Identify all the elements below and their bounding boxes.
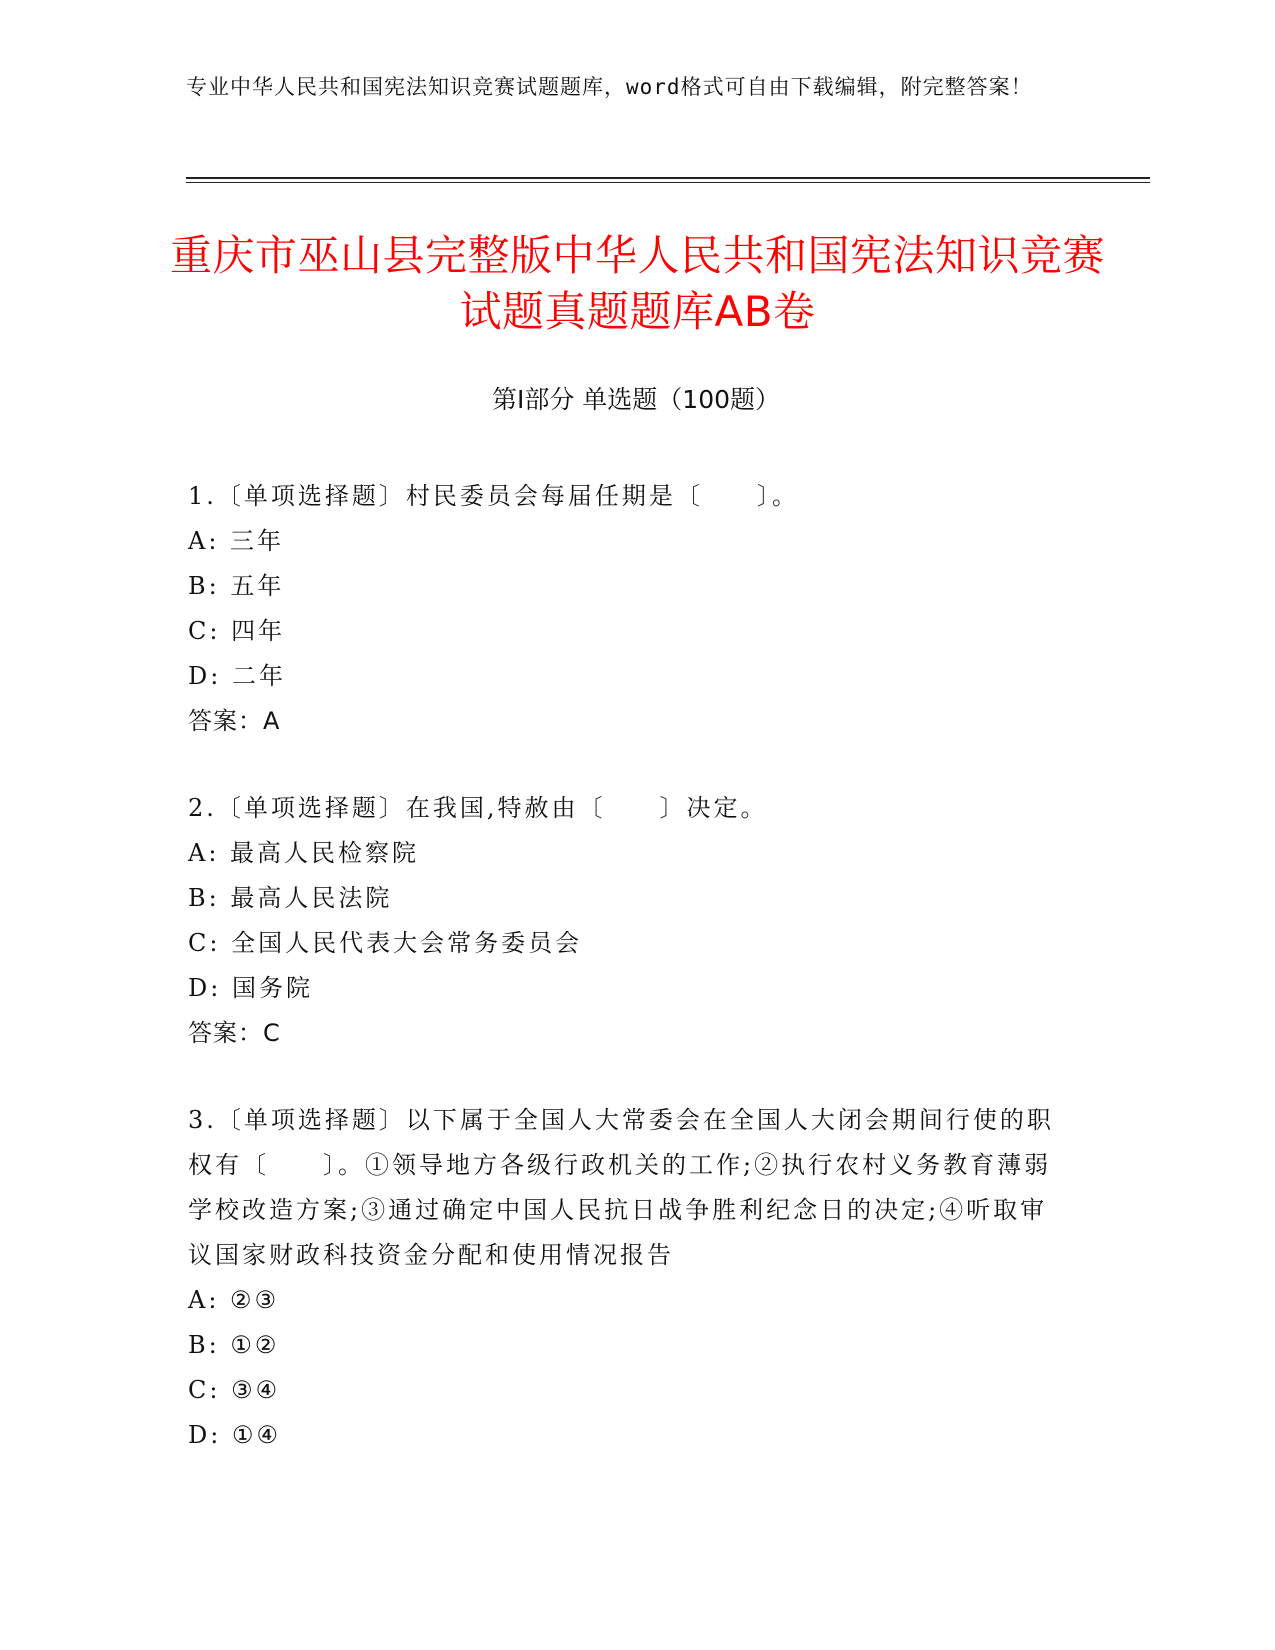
option-a: A: 三年: [188, 527, 285, 555]
question-stem: 3.〔单项选择题〕以下属于全国人大常委会在全国人大闭会期间行使的职权有〔 〕。①领导地方各级行政机关的工作;②执行农村义务教育薄弱学校改造方案;③通过确定中国人民抗日战争胜利纪念日的决定;④听取审议国家财政科技资金分配和使用情况报告: [188, 1106, 1054, 1269]
option-d: D: ①④: [188, 1421, 281, 1449]
question-3: [188, 1098, 1073, 1458]
option-d: D: 国务院: [188, 974, 313, 1002]
option-c: C: ③④: [188, 1376, 281, 1404]
question-1: [188, 474, 1073, 744]
header-note: 专业中华人民共和国宪法知识竞赛试题题库，word格式可自由下载编辑，附完整答案！: [186, 75, 1033, 99]
question-stem: 2.〔单项选择题〕在我国,特赦由〔 〕决定。: [188, 794, 768, 822]
option-b: B: 五年: [188, 572, 285, 600]
section-title: 第Ⅰ部分 单选题（100题）: [491, 385, 781, 414]
option-a: A: ②③: [188, 1286, 280, 1314]
option-b: B: 最高人民法院: [188, 884, 393, 912]
question-stem: 1.〔单项选择题〕村民委员会每届任期是〔 〕。: [188, 482, 799, 510]
document-title: 重庆市巫山县完整版中华人民共和国宪法知识竞赛试题真题题库AB卷: [169, 231, 1105, 336]
question-list: [188, 474, 1073, 1500]
option-c: C: 全国人民代表大会常务委员会: [188, 929, 583, 957]
question-2: [188, 786, 1073, 1056]
option-a: A: 最高人民检察院: [188, 839, 420, 867]
option-b: B: ①②: [188, 1331, 280, 1359]
header-divider-thick: [186, 177, 1150, 179]
answer-line: 答案：A: [188, 707, 281, 735]
option-d: D: 二年: [188, 662, 286, 690]
option-c: C: 四年: [188, 617, 286, 645]
header-divider-thin: [186, 182, 1150, 183]
answer-line: 答案：C: [188, 1019, 281, 1047]
